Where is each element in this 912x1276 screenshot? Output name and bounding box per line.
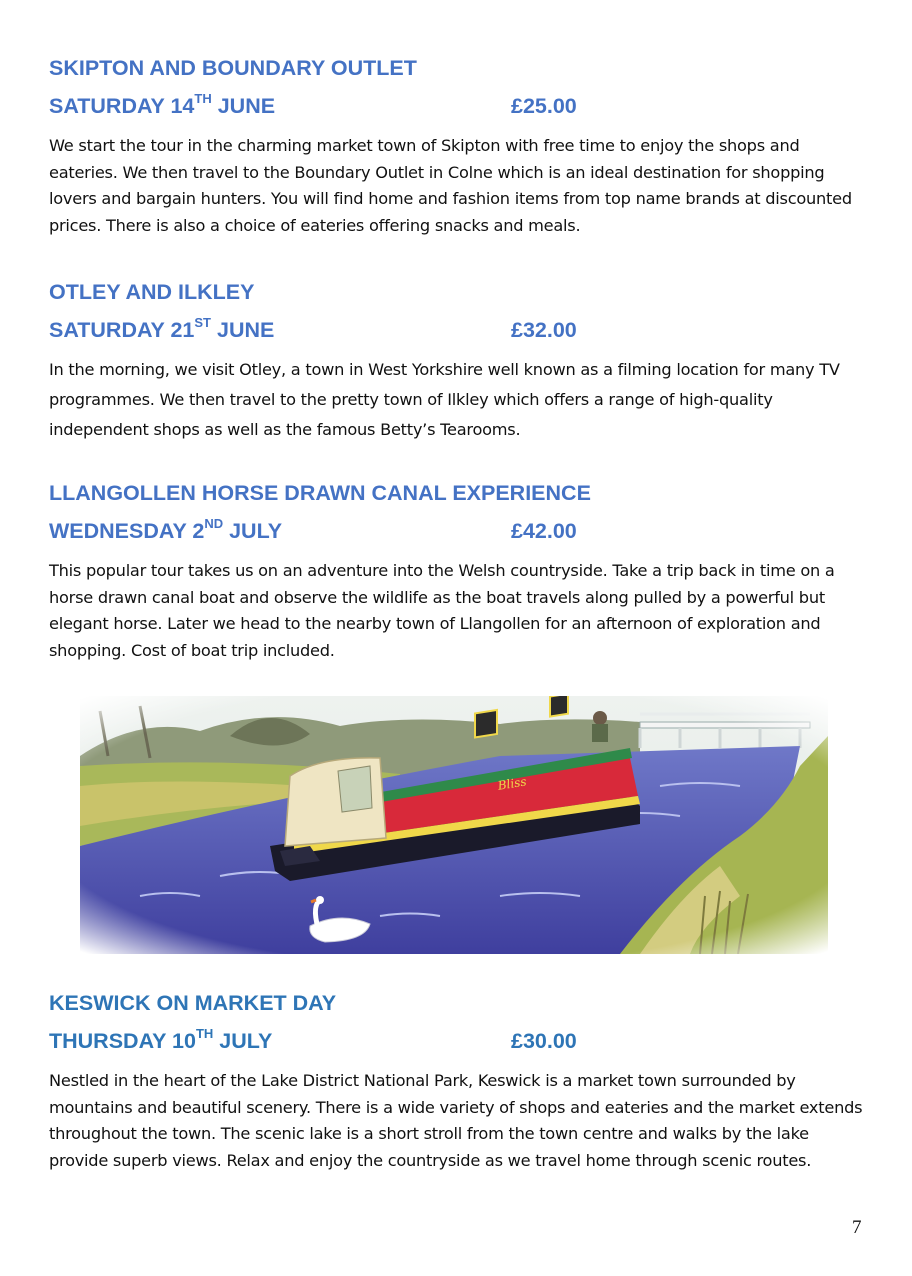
tour-llangollen	[49, 480, 864, 664]
page-number: 7	[852, 1217, 862, 1238]
tour-date-line	[49, 515, 864, 544]
tour-date: SATURDAY 14TH JUNE	[49, 90, 276, 118]
tour-description: Nestled in the heart of the Lake District National Park, Keswick is a market town surrounded by mountains and beautiful scenery. There is a wide variety of shops and eateries and the market extends throughout the town. The scenic lake is a short stroll from the town centre and walks by the lake provide superb views. Relax and enjoy the countryside as we travel home through scenic routes.	[49, 1071, 863, 1170]
tour-title: SKIPTON AND BOUNDARY OUTLET	[49, 56, 417, 80]
tour-otley-ilkley	[49, 279, 864, 445]
tour-title: OTLEY AND ILKLEY	[49, 280, 255, 304]
tour-price: £32.00	[511, 318, 577, 342]
tour-date-line	[49, 1025, 864, 1054]
tour-date: SATURDAY 21ST JUNE	[49, 314, 275, 342]
tour-skipton	[49, 55, 864, 239]
tour-title: LLANGOLLEN HORSE DRAWN CANAL EXPERIENCE	[49, 481, 591, 505]
tour-price: £25.00	[511, 94, 577, 118]
tour-title: KESWICK ON MARKET DAY	[49, 991, 337, 1015]
tour-description: This popular tour takes us on an adventure into the Welsh countryside. Take a trip back in time on a horse drawn canal boat and observe the wildlife as the boat travels along pulled by a powerful but elegant horse. Later we head to the nearby town of Llangollen for an afternoon of exploration and shopping. Cost of boat trip included.	[49, 561, 835, 660]
tour-date: WEDNESDAY 2ND JULY	[49, 515, 283, 543]
tour-description: We start the tour in the charming market town of Skipton with free time to enjoy the shops and eateries. We then travel to the Boundary Outlet in Colne which is an ideal destination for shopping lovers and bargain hunters. You will find home and fashion items from top name brands at discounted prices. There is also a choice of eateries offering snacks and meals.	[49, 136, 852, 235]
tour-keswick	[49, 990, 864, 1174]
tour-date-line	[49, 314, 864, 343]
tour-price: £42.00	[511, 519, 577, 543]
tour-price: £30.00	[511, 1029, 577, 1053]
tour-date-line	[49, 90, 864, 119]
tour-date: THURSDAY 10TH JULY	[49, 1025, 273, 1053]
canal-boat-illustration	[80, 696, 828, 954]
tour-description: In the morning, we visit Otley, a town in West Yorkshire well known as a filming location for many TV programmes. We then travel to the pretty town of Ilkley which offers a range of high-quality independent shops as well as the famous Betty’s Tearooms.	[49, 360, 840, 439]
